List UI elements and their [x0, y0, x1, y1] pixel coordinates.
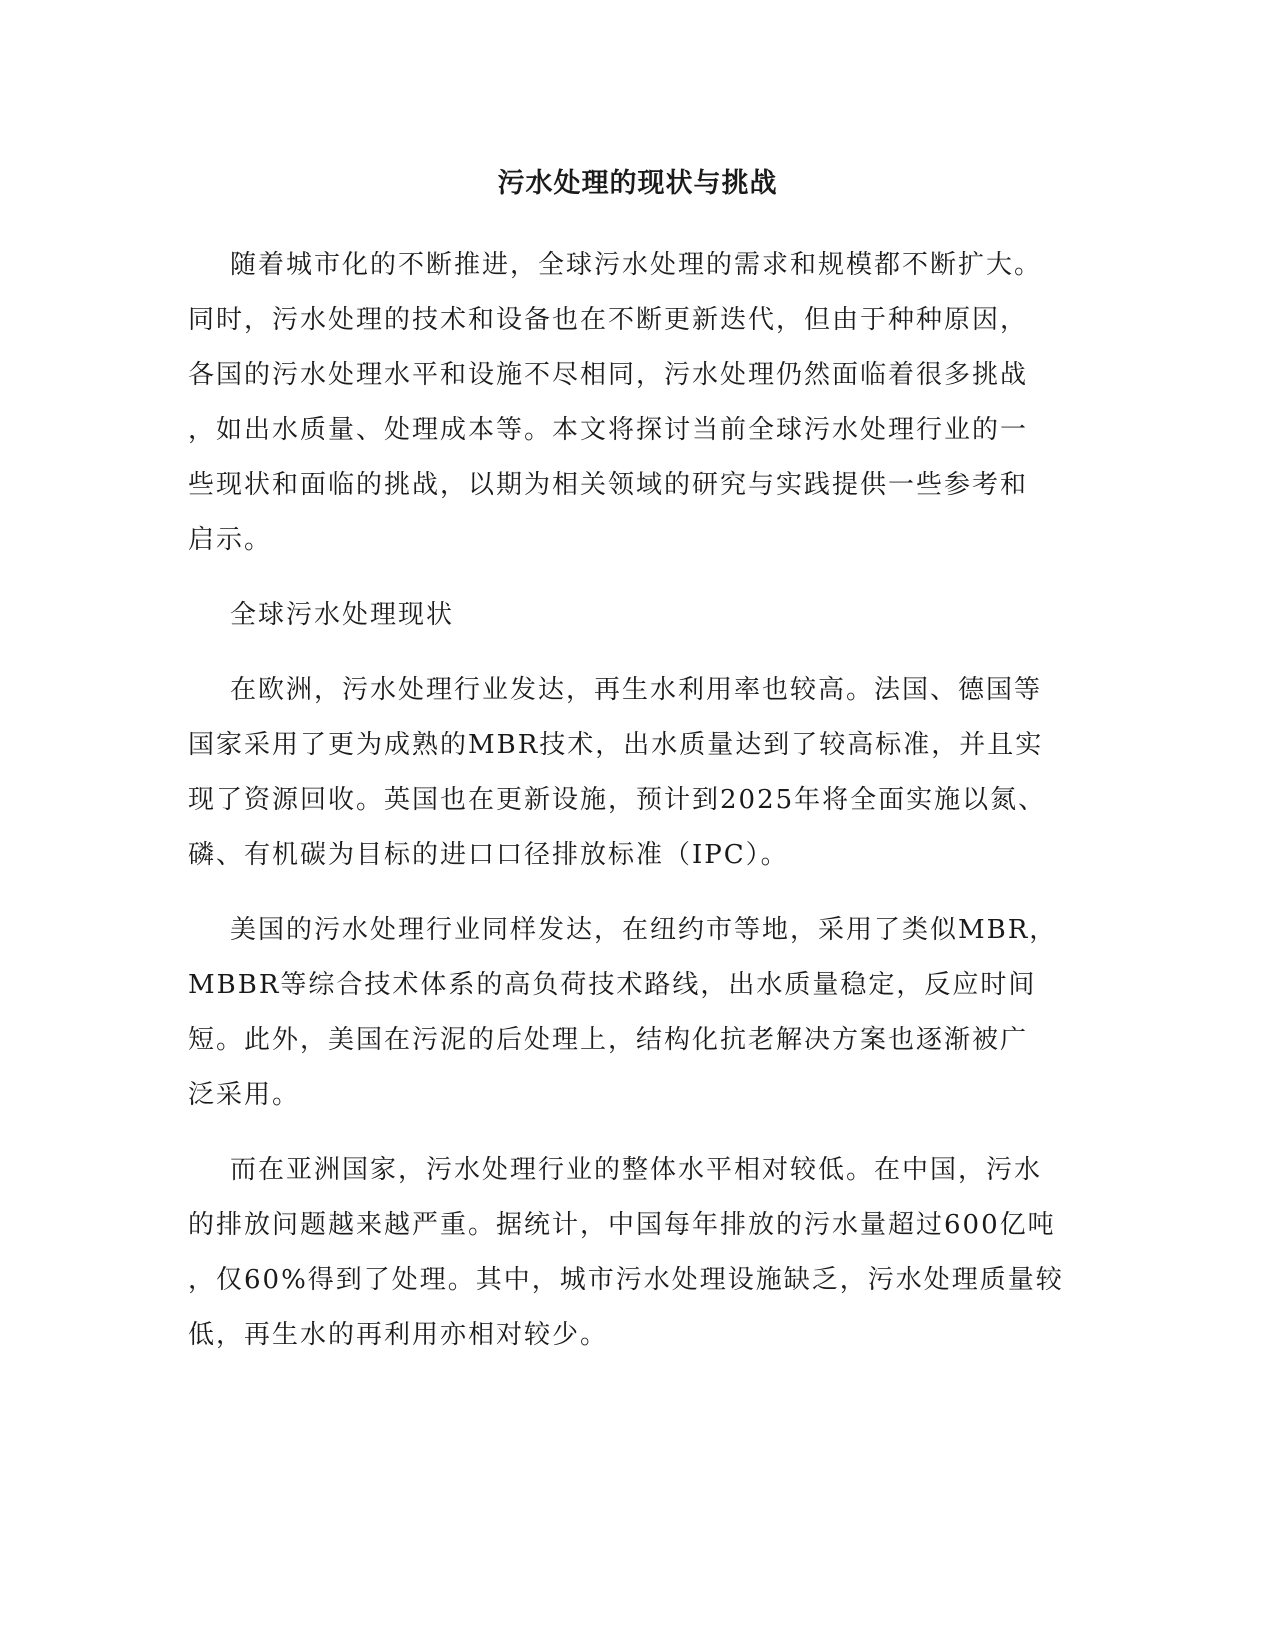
text-line: 而在亚洲国家，污水处理行业的整体水平相对较低。在中国，污水 [230, 1155, 1043, 1185]
document-body [188, 238, 1088, 1383]
paragraph-intro [188, 238, 1088, 568]
text-line: 现了资源回收。英国也在更新设施，预计到2025年将全面实施以氮、 [188, 785, 1047, 815]
text-line: ，仅60%得到了处理。其中，城市污水处理设施缺乏，污水处理质量较 [188, 1265, 1064, 1295]
text-line: 些现状和面临的挑战，以期为相关领域的研究与实践提供一些参考和 [188, 470, 1029, 500]
text-line: 低，再生水的再利用亦相对较少。 [188, 1320, 609, 1350]
text-line: 启示。 [188, 525, 273, 555]
text-line: MBBR等综合技术体系的高负荷技术路线，出水质量稳定，反应时间 [188, 970, 1037, 1000]
text-line: 各国的污水处理水平和设施不尽相同，污水处理仍然面临着很多挑战 [188, 360, 1029, 390]
text-line: ，如出水质量、处理成本等。本文将探讨当前全球污水处理行业的一 [188, 415, 1029, 445]
text-line: 随着城市化的不断推进，全球污水处理的需求和规模都不断扩大。 [230, 250, 1043, 280]
paragraph-europe [188, 663, 1088, 883]
text-line: 泛采用。 [188, 1080, 301, 1110]
text-line: 在欧洲，污水处理行业发达，再生水利用率也较高。法国、德国等 [230, 675, 1043, 705]
text-line: 同时，污水处理的技术和设备也在不断更新迭代，但由于种种原因， [188, 305, 1029, 335]
paragraph-asia [188, 1143, 1088, 1363]
text-line: 美国的污水处理行业同样发达，在纽约市等地，采用了类似MBR， [230, 915, 1058, 945]
text-line: 短。此外，美国在污泥的后处理上，结构化抗老解决方案也逐渐被广 [188, 1025, 1029, 1055]
document-title: 污水处理的现状与挑战 [497, 168, 778, 199]
text-line: 国家采用了更为成熟的MBR技术，出水质量达到了较高标准，并且实 [188, 730, 1044, 760]
section-heading: 全球污水处理现状 [230, 600, 455, 630]
text-line: 的排放问题越来越严重。据统计，中国每年排放的污水量超过600亿吨 [188, 1210, 1056, 1240]
paragraph-usa [188, 903, 1088, 1123]
text-line: 磷、有机碳为目标的进口口径排放标准（IPC）。 [188, 840, 789, 870]
